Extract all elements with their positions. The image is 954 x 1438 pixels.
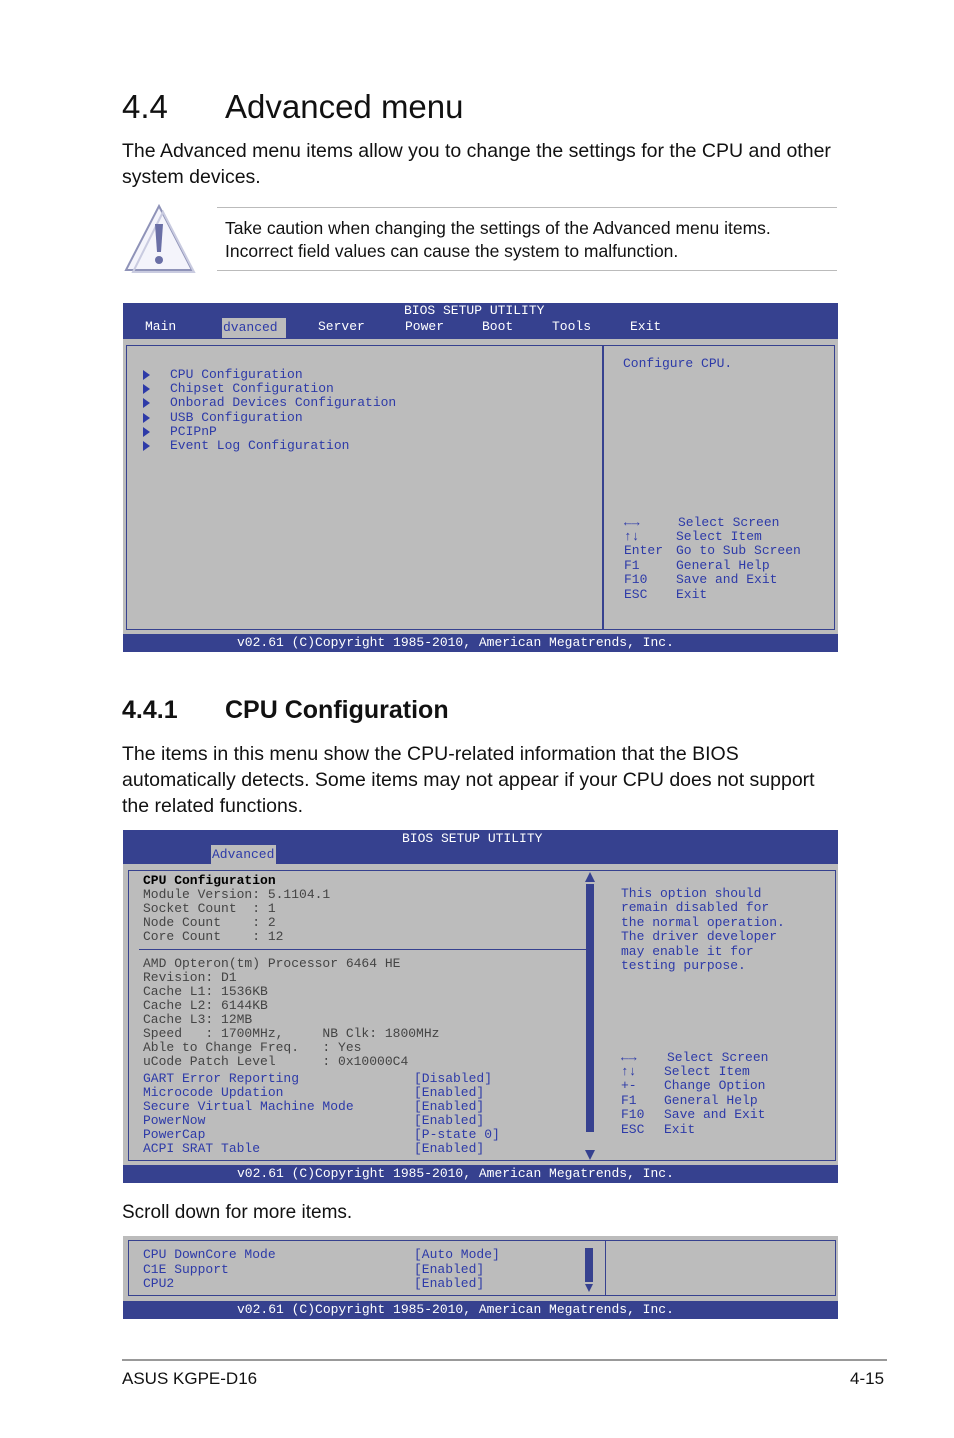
copyright-text: v02.61 (C)Copyright 1985-2010, American Megatrends, Inc. bbox=[237, 1166, 674, 1181]
bios-screen-advanced bbox=[123, 303, 838, 652]
help-line: testing purpose. bbox=[621, 958, 746, 973]
item-usb-configuration[interactable]: USB Configuration bbox=[143, 411, 303, 425]
menu-advanced[interactable]: dvanced bbox=[222, 318, 286, 338]
key-legend-row: ↑↓ Select Item bbox=[621, 1064, 750, 1079]
menu-power[interactable]: Power bbox=[405, 319, 445, 334]
config-heading: CPU Configuration bbox=[143, 873, 276, 888]
info-line: Node Count : 2 bbox=[143, 915, 276, 930]
help-line: The driver developer bbox=[621, 929, 778, 944]
caution-bottom-rule bbox=[217, 270, 837, 271]
help-line: remain disabled for bbox=[621, 900, 770, 915]
key-legend-row: ESC Exit bbox=[621, 1122, 696, 1137]
help-text: Configure CPU. bbox=[623, 356, 733, 371]
bios-body bbox=[123, 339, 838, 634]
bios-footer bbox=[123, 1165, 838, 1183]
key-legend-row: +- Change Option bbox=[621, 1078, 766, 1093]
arrow-right-icon bbox=[143, 441, 150, 451]
section-title bbox=[122, 88, 464, 126]
subsection-title-text: CPU Configuration bbox=[225, 696, 449, 724]
key-legend-row: ↑↓ Select Item bbox=[624, 529, 762, 544]
bios-header bbox=[123, 830, 838, 864]
help-line: may enable it for bbox=[621, 944, 754, 959]
bios-title: BIOS SETUP UTILITY bbox=[404, 303, 545, 318]
arrow-right-icon bbox=[143, 384, 150, 394]
caution-text: Take caution when changing the settings of the Advanced menu items. Incorrect field values can cause the system to malfunction. bbox=[225, 218, 771, 261]
key-legend-row: ←→ Select Screen bbox=[621, 1050, 769, 1065]
arrow-right-icon bbox=[143, 413, 150, 423]
subsection-title bbox=[122, 696, 449, 725]
sub-intro-paragraph: The items in this menu show the CPU-related information that the BIOS automatically detects. Some items may not appear if your CPU does not support the related functions. bbox=[122, 743, 815, 817]
option-c1e-support[interactable]: C1E Support [Enabled] bbox=[143, 1262, 485, 1277]
divider bbox=[139, 949, 586, 950]
cpu-info-line: Cache L3: 12MB bbox=[143, 1012, 253, 1027]
item-onboard-devices[interactable]: Onborad Devices Configuration bbox=[143, 396, 396, 410]
key-legend-row: F1 General Help bbox=[621, 1093, 758, 1108]
bios-title: BIOS SETUP UTILITY bbox=[402, 831, 543, 846]
item-pcipnp[interactable]: PCIPnP bbox=[143, 425, 217, 439]
key-legend-row: ESC Exit bbox=[624, 587, 708, 602]
intro-paragraph: The Advanced menu items allow you to change the settings for the CPU and other system devices. bbox=[122, 140, 831, 188]
key-legend-row: F1 General Help bbox=[624, 558, 770, 573]
option-powernow[interactable]: PowerNow [Enabled] bbox=[143, 1113, 485, 1128]
cpu-info-line: Revision: D1 bbox=[143, 970, 237, 985]
tab-advanced[interactable]: Advanced bbox=[212, 847, 275, 862]
warning-icon bbox=[122, 202, 196, 274]
arrow-right-icon bbox=[143, 427, 150, 437]
option-cpu-downcore-mode[interactable]: CPU DownCore Mode [Auto Mode] bbox=[143, 1247, 500, 1262]
menu-tools[interactable]: Tools bbox=[552, 319, 592, 334]
footer-page-number: 4-15 bbox=[850, 1369, 885, 1388]
scrollbar[interactable] bbox=[585, 872, 595, 1160]
cpu-info-line: Cache L2: 6144KB bbox=[143, 998, 268, 1013]
cpu-info-line: uCode Patch Level : 0x10000C4 bbox=[143, 1054, 409, 1069]
option-secure-virtual-machine[interactable]: Secure Virtual Machine Mode [Enabled] bbox=[143, 1099, 485, 1114]
scrollbar[interactable] bbox=[584, 1248, 594, 1292]
key-legend-row: Enter Go to Sub Screen bbox=[624, 543, 801, 558]
option-powercap[interactable]: PowerCap [P-state 0] bbox=[143, 1127, 500, 1142]
caution-top-rule bbox=[217, 207, 837, 208]
bios-screen-cpu-config bbox=[123, 830, 838, 1183]
info-line: Core Count : 12 bbox=[143, 929, 284, 944]
footer-product: ASUS KGPE-D16 bbox=[122, 1369, 258, 1388]
bios-footer bbox=[123, 1301, 838, 1319]
menu-exit[interactable]: Exit bbox=[630, 319, 662, 334]
menu-boot[interactable]: Boot bbox=[482, 319, 514, 334]
info-line: Module Version: 5.1104.1 bbox=[143, 887, 331, 902]
info-line: Socket Count : 1 bbox=[143, 901, 276, 916]
option-cpu2[interactable]: CPU2 [Enabled] bbox=[143, 1276, 485, 1291]
option-microcode-updation[interactable]: Microcode Updation [Enabled] bbox=[143, 1085, 485, 1100]
cpu-info-line: Speed : 1700MHz, NB Clk: 1800MHz bbox=[143, 1026, 440, 1041]
help-line: the normal operation. bbox=[621, 915, 785, 930]
section-number: 4.4 bbox=[122, 88, 168, 125]
arrow-right-icon bbox=[143, 398, 150, 408]
item-event-log[interactable]: Event Log Configuration bbox=[143, 439, 349, 453]
option-gart-error-reporting[interactable]: GART Error Reporting [Disabled] bbox=[143, 1071, 493, 1086]
copyright-text: v02.61 (C)Copyright 1985-2010, American Megatrends, Inc. bbox=[237, 635, 674, 650]
bios-screen-scrolled bbox=[123, 1230, 838, 1319]
scroll-note: Scroll down for more items. bbox=[122, 1202, 353, 1223]
bios-header bbox=[123, 303, 838, 339]
torn-edge bbox=[123, 1230, 838, 1235]
help-line: This option should bbox=[621, 886, 762, 901]
copyright-text: v02.61 (C)Copyright 1985-2010, American Megatrends, Inc. bbox=[237, 1302, 674, 1317]
menu-server[interactable]: Server bbox=[318, 319, 365, 334]
menu-main[interactable]: Main bbox=[145, 319, 177, 334]
key-legend-row: F10 Save and Exit bbox=[621, 1107, 766, 1122]
cpu-info-line: AMD Opteron(tm) Processor 6464 HE bbox=[143, 956, 401, 971]
panel-divider bbox=[605, 1240, 606, 1295]
cpu-info-line: Cache L1: 1536KB bbox=[143, 984, 268, 999]
item-cpu-configuration[interactable]: CPU Configuration bbox=[143, 368, 303, 382]
section-title-text: Advanced menu bbox=[225, 88, 464, 125]
item-chipset-configuration[interactable]: Chipset Configuration bbox=[143, 382, 334, 396]
bios-body bbox=[123, 864, 838, 1165]
cpu-info-line: Able to Change Freq. : Yes bbox=[143, 1040, 362, 1055]
key-legend-row: ←→ Select Screen bbox=[624, 515, 780, 530]
key-legend-row: F10 Save and Exit bbox=[624, 572, 778, 587]
option-acpi-srat-table[interactable]: ACPI SRAT Table [Enabled] bbox=[143, 1141, 485, 1156]
bios-footer bbox=[123, 634, 838, 652]
subsection-number: 4.4.1 bbox=[122, 696, 178, 724]
footer-rule bbox=[122, 1359, 887, 1361]
bios-body bbox=[123, 1236, 838, 1301]
arrow-right-icon bbox=[143, 370, 150, 380]
